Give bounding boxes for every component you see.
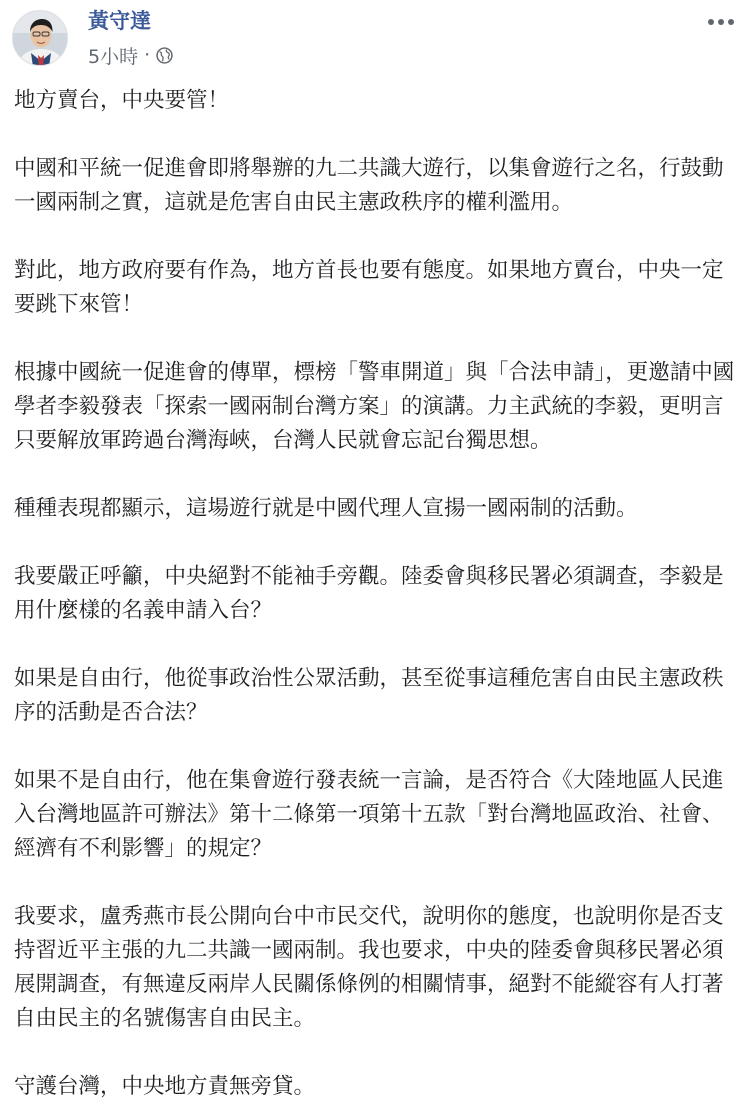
post-paragraph: 根據中國統一促進會的傳單，標榜「警車開道」與「合法申請」，更邀請中國學者李毅發表「探索一國兩制台灣方案」的演講。力主武統的李毅，更明言只要解放軍跨過台灣海峽，台灣人民就會忘記台獨思想。 [14, 360, 735, 453]
post-paragraph: 如果不是自由行，他在集會遊行發表統一言論，是否符合《大陸地區人民進入台灣地區許可辦法》第十二條第一項第十五款「對台灣地區政治、社會、經濟有不利影響」的規定？ [14, 768, 724, 861]
post-paragraph: 種種表現都顯示，這場遊行就是中國代理人宣揚一國兩制的活動。 [14, 496, 638, 521]
post-paragraph: 地方賣台，中央要管！ [14, 88, 230, 113]
profile-photo [13, 11, 68, 66]
post-paragraph: 中國和平統一促進會即將舉辦的九二共識大遊行，以集會遊行之名，行鼓動一國兩制之實，這就是危害自由民主憲政秩序的權利濫用。 [14, 156, 724, 215]
author-avatar[interactable] [12, 10, 68, 66]
post-meta [88, 43, 173, 67]
post-header [0, 0, 750, 78]
post-paragraph: 我要求，盧秀燕市長公開向台中市民交代，說明你的態度，也說明你是否支持習近平主張的九二共識一國兩制。我也要求，中央的陸委會與移民署必須展開調查，有無違反兩岸人民關係條例的相關情事，絕對不能縱容有人打著自由民主的名號傷害自由民主。 [14, 904, 724, 1031]
more-options-icon[interactable] [706, 12, 736, 32]
post-paragraph: 如果是自由行，他從事政治性公眾活動，甚至從事這種危害自由民主憲政秩序的活動是否合法？ [14, 666, 724, 725]
globe-icon[interactable] [156, 47, 173, 64]
post-timestamp[interactable]: 5小時 [88, 45, 139, 68]
post-paragraph: 守護台灣，中央地方責無旁貸。 [14, 1074, 316, 1099]
post-paragraph: 我要嚴正呼籲，中央絕對不能袖手旁觀。陸委會與移民署必須調查，李毅是用什麼樣的名義申請入台？ [14, 564, 724, 623]
meta-separator: · [144, 44, 151, 66]
author-name[interactable]: 黃守達 [88, 9, 151, 33]
post-paragraph: 對此，地方政府要有作為，地方首長也要有態度。如果地方賣台，中央一定要跳下來管！ [14, 258, 724, 317]
post-body [14, 84, 738, 1104]
